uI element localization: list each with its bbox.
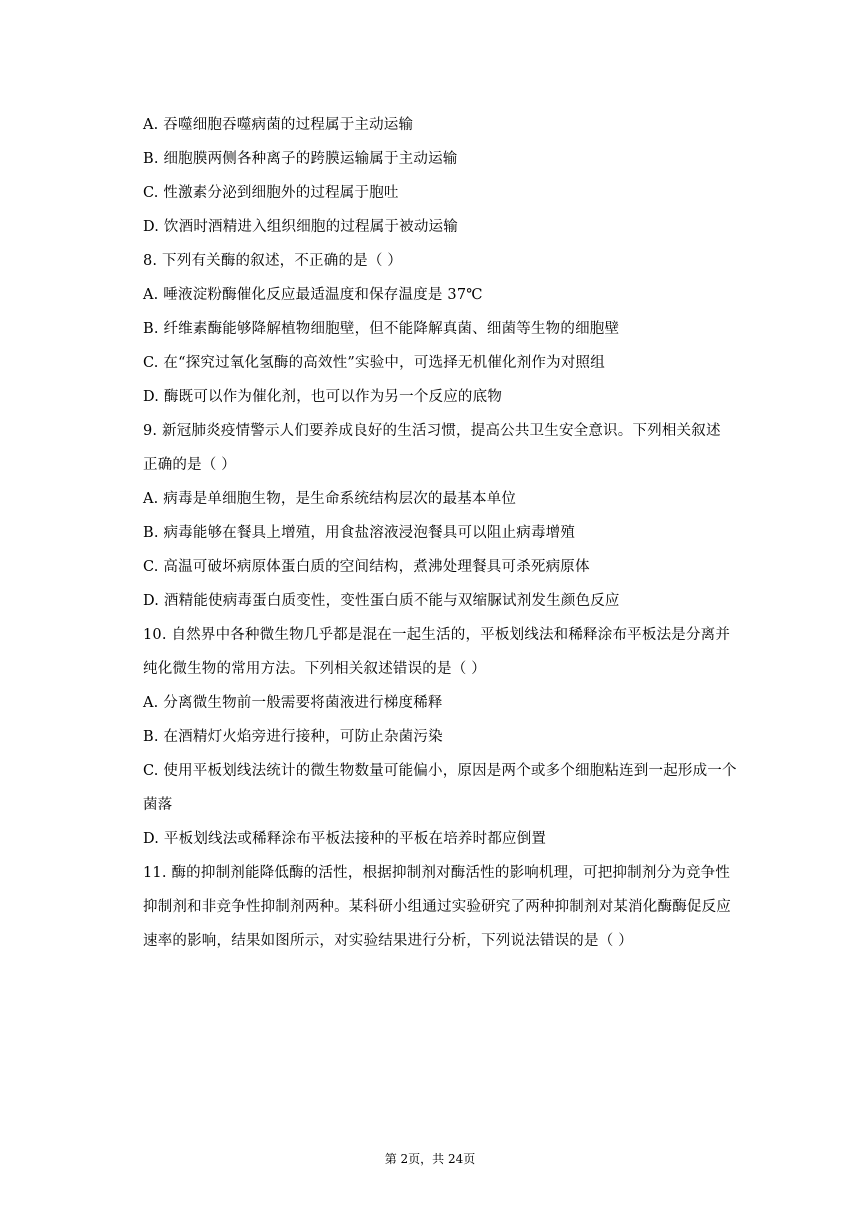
q11-stem-line-3: 速率的影响，结果如图所示，对实验结果进行分析，下列说法错误的是（ ） — [143, 933, 633, 949]
q9-option-a: A. 病毒是单细胞生物，是生命系统结构层次的最基本单位 — [143, 491, 517, 507]
q9-option-b: B. 病毒能够在餐具上增殖，用食盐溶液浸泡餐具可以阻止病毒增殖 — [143, 525, 576, 541]
q10-option-a: A. 分离微生物前一般需要将菌液进行梯度稀释 — [143, 695, 443, 711]
page-footer: 第 2页，共 24页 — [384, 1152, 476, 1166]
q9-stem-line-1: 9. 新冠肺炎疫情警示人们要养成良好的生活习惯，提高公共卫生安全意识。下列相关叙述 — [143, 423, 721, 439]
q10-option-c-line-2: 菌落 — [143, 797, 173, 813]
page-content — [143, 108, 753, 958]
q10-option-d: D. 平板划线法或稀释涂布平板法接种的平板在培养时都应倒置 — [143, 831, 547, 847]
q10-option-b: B. 在酒精灯火焰旁进行接种，可防止杂菌污染 — [143, 729, 443, 745]
q8-option-b: B. 纤维素酶能够降解植物细胞壁，但不能降解真菌、细菌等生物的细胞壁 — [143, 321, 620, 337]
q10-stem-line-2: 纯化微生物的常用方法。下列相关叙述错误的是（ ） — [143, 661, 486, 677]
q11-stem-line-1: 11. 酶的抑制剂能降低酶的活性，根据抑制剂对酶活性的影响机理，可把抑制剂分为竞争性 — [143, 865, 731, 881]
q8-option-c: C. 在“探究过氧化氢酶的高效性”实验中，可选择无机催化剂作为对照组 — [143, 355, 605, 371]
q8-stem: 8. 下列有关酶的叙述，不正确的是（ ） — [143, 253, 403, 269]
q8-option-d: D. 酶既可以作为催化剂，也可以作为另一个反应的底物 — [143, 389, 503, 405]
q7-option-b: B. 细胞膜两侧各种离子的跨膜运输属于主动运输 — [143, 151, 458, 167]
q7-option-a: A. 吞噬细胞吞噬病菌的过程属于主动运输 — [143, 117, 414, 133]
q9-option-c: C. 高温可破坏病原体蛋白质的空间结构，煮沸处理餐具可杀死病原体 — [143, 559, 590, 575]
q7-option-d: D. 饮酒时酒精进入组织细胞的过程属于被动运输 — [143, 219, 458, 235]
q10-stem-line-1: 10. 自然界中各种微生物几乎都是混在一起生活的，平板划线法和稀释涂布平板法是分离并 — [143, 627, 731, 643]
q9-option-d: D. 酒精能使病毒蛋白质变性，变性蛋白质不能与双缩脲试剂发生颜色反应 — [143, 593, 620, 609]
q7-option-c: C. 性激素分泌到细胞外的过程属于胞吐 — [143, 185, 399, 201]
q9-stem-line-2: 正确的是（ ） — [143, 457, 237, 473]
q11-stem-line-2: 抑制剂和非竞争性抑制剂两种。某科研小组通过实验研究了两种抑制剂对某消化酶酶促反应 — [143, 899, 731, 915]
q10-option-c-line-1: C. 使用平板划线法统计的微生物数量可能偏小，原因是两个或多个细胞粘连到一起形成一个 — [143, 763, 737, 779]
q8-option-a: A. 唾液淀粉酶催化反应最适温度和保存温度是 37℃ — [143, 287, 483, 303]
